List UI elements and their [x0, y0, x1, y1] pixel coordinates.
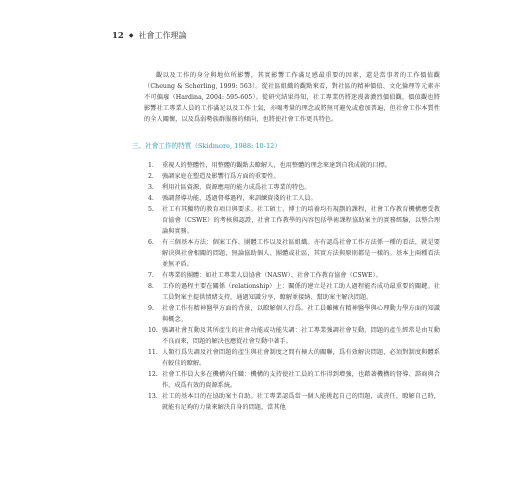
list-item-number: 9.	[148, 305, 154, 312]
diamond-icon: ◆	[128, 32, 134, 39]
book-title: 社會工作理論	[138, 31, 187, 40]
list-item	[148, 391, 440, 413]
list-item-text: 有專業的團體：如社工專業人員協會（NASW）、社會工作教育協會（CSWE）。	[162, 272, 382, 279]
list-item-number: 10.	[148, 327, 158, 334]
list-item-number: 5.	[148, 206, 154, 213]
list-item	[148, 369, 440, 391]
list-item-number: 13.	[148, 393, 158, 400]
section-heading: 三、社會工作的特質（Skidmore, 1988: 10-12）	[132, 142, 281, 150]
list-item-number: 11.	[148, 349, 158, 356]
list-item-text: 強調督導功能，透過督導過程，來訓練資淺的社工人員。	[162, 195, 317, 202]
list-item	[148, 347, 440, 369]
list-item-text: 強調社會互動及其所產生的社會功能或功能失調：社工專業強調社會互動，問題的產生經常是由互動不良而來，問題的解決也應從社會互動中著手。	[162, 327, 440, 345]
list-item	[148, 171, 440, 182]
list-item	[148, 281, 440, 303]
list-item-text: 強調家庭在塑造及影響行爲方面的重要性。	[162, 173, 280, 180]
list-item-number: 4.	[148, 195, 154, 202]
list-item	[148, 270, 440, 281]
list-item-number: 3.	[148, 184, 154, 191]
list-item	[148, 303, 440, 325]
list-item-number: 7.	[148, 272, 154, 279]
list-item-text: 社會工作有精神醫學方面的背景，以瞭解個人行爲。社工員雖擁有精神醫學與心理動力學方面的知識與概念。	[162, 305, 440, 323]
intro-block	[144, 70, 440, 125]
list-item-text: 人類行爲失調及社會問題的產生與社會制度之間有極大的關聯，爲有效解決問題，必須對制度與體系有較佳的瞭解。	[162, 349, 440, 367]
running-header	[112, 30, 186, 41]
list-item-text: 社工有其獨特的教育項目與要求。社工碩士、博士的培養均有規劃的課程，社會工作教育機構應受教育協會（CSWE）的考核與認證，社會工作教學的內容包括學術課程協助案主的實務經驗，以整合理論與實務。	[162, 206, 440, 235]
list-item-text: 社會工作員大多在機構內任職：機構的支持使社工員的工作得到增強，也藉著機構的督導、諮商與合作，成爲有效的資源系統。	[162, 371, 440, 389]
intro-paragraph: 觀以及工作的身分與地位所影響，其實影響工作滿足感最重要的因素，還是當事者的工作價值觀（Cheung & Scherling, 1999: 563）。從社區組織的觀點來看，對社區的精神價值、文化倫理等元素亦不可偏廢（Hardina, 2004: 595-605）。從研究結果得知，社工專業仍將迷漫著濃烈價值觀，價值觀也將影響社工專業人員的工作滿足以及工作士氣，亦喝考量的理念或將無可避免或愈加普遍，但社會工作本質性的全人關懷，以及爲弱勢族群服務的傾向，也將使社會工作更具特色。	[144, 72, 440, 123]
list-item-text: 社工的基本目的在協助案主自助。社工專業認爲當一個人能挑起自己的問題，或責任，瞭解自己時，就能有足夠的力量來解決自身的問題，當其他	[162, 393, 440, 411]
list-item	[148, 193, 440, 204]
list-item-number: 1.	[148, 162, 154, 169]
list-item-number: 6.	[148, 239, 154, 246]
list-item	[148, 160, 440, 171]
list-item-number: 2.	[148, 173, 154, 180]
list-item	[148, 182, 440, 193]
list-item-text: 工作的過程主要在關係（relationship）上：關係的建立是社工助人過程能否成功最重要的關鍵。社工員對案主提供情緒支持，通過知識分享，瞭解並接納、幫助案主解決問題。	[162, 283, 440, 301]
list-item-text: 有三個基本方法：個案工作、團體工作以及社區組織。亦有認爲社會工作方法係一種的看法，就是要解決與社會相關的問題，無論協助個人、團體或社區，其實方法與原則都是一樣的。基本上兩種看法並無矛盾。	[162, 239, 440, 268]
list-item-text: 重視人的整體性，用整體的觀點去瞭解人，也用整體的理念來達到自我成就的目標。	[162, 162, 391, 169]
list-item-number: 12.	[148, 371, 158, 378]
list-item-text: 利用社區資源，資源應用的能力成爲社工專業的特色。	[162, 184, 311, 191]
list-item	[148, 325, 440, 347]
list-item	[148, 204, 440, 237]
page-number: 12	[112, 30, 124, 41]
list-item	[148, 237, 440, 270]
feature-list	[148, 160, 440, 413]
list-item-number: 8.	[148, 283, 154, 290]
